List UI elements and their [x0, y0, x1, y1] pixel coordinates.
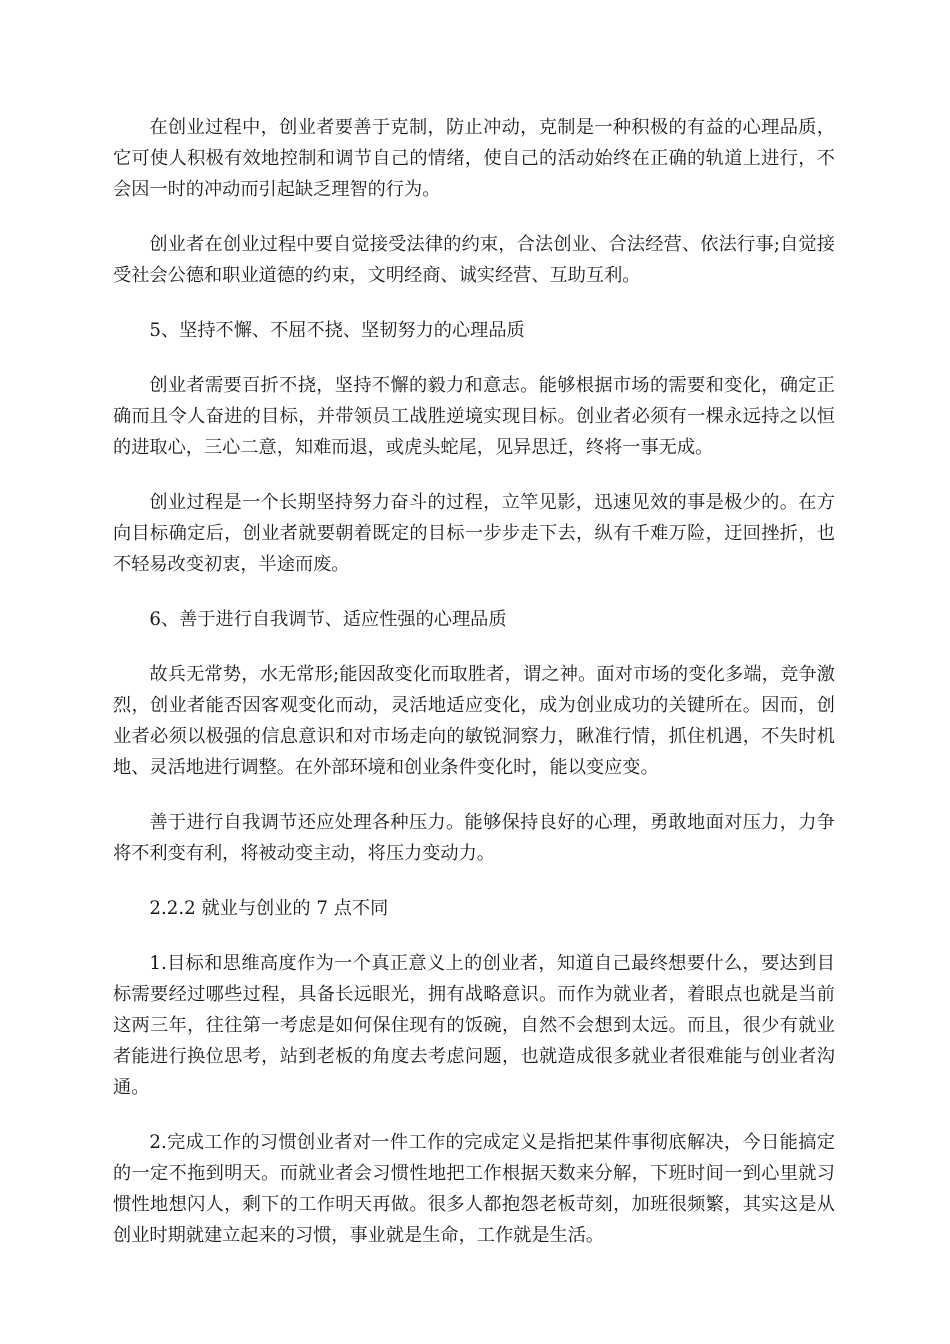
paragraph-legal-constraint: 创业者在创业过程中要自觉接受法律的约束，合法创业、合法经营、依法行事;自觉接受社会公德和职业道德的约束，文明经商、诚实经营、互助互利。 [113, 234, 835, 286]
document-body [113, 112, 835, 1275]
paragraph-difference-1: 1.目标和思维高度作为一个真正意义上的创业者，知道自己最终想要什么，要达到目标需要经过哪些过程，具备长远眼光，拥有战略意识。而作为就业者，着眼点也就是当前这两三年，往往第一考虑是如何保住现有的饭碗，自然不会想到太远。而且，很少有就业者能进行换位思考，站到老板的角度去考虑问题，也就造成很多就业者很难能与创业者沟通。 [113, 953, 835, 1098]
paragraph-difference-2: 2.完成工作的习惯创业者对一件工作的完成定义是指把某件事彻底解决，今日能搞定的一定不拖到明天。而就业者会习惯性地把工作根据天数来分解，下班时间一到心里就习惯性地想闪人，剩下的工作明天再做。很多人都抱怨老板苛刻，加班很频繁，其实这是从创业时期就建立起来的习惯，事业就是生命，工作就是生活。 [113, 1132, 835, 1246]
section-heading-5: 5、坚持不懈、不屈不挠、坚韧努力的心理品质 [149, 320, 525, 341]
paragraph-long-term-effort: 创业过程是一个长期坚持努力奋斗的过程，立竿见影，迅速见效的事是极少的。在方向目标确定后，创业者就要朝着既定的目标一步步走下去，纵有千难万险，迂回挫折，也不轻易改变初衷，半途而废。 [113, 492, 835, 575]
section-heading-6: 6、善于进行自我调节、适应性强的心理品质 [149, 609, 507, 630]
paragraph-adaptability: 故兵无常势，水无常形;能因敌变化而取胜者，谓之神。面对市场的变化多端，竞争激烈，创业者能否因客观变化而动，灵活地适应变化，成为创业成功的关键所在。因而，创业者必须以极强的信息意识和对市场走向的敏锐洞察力，瞅准行情，抓住机遇，不失时机地、灵活地进行调整。在外部环境和创业条件变化时，能以变应变。 [113, 664, 835, 778]
paragraph-pressure: 善于进行自我调节还应处理各种压力。能够保持良好的心理，勇敢地面对压力，力争将不利变有利，将被动变主动，将压力变动力。 [113, 812, 835, 864]
paragraph-perseverance: 创业者需要百折不挠，坚持不懈的毅力和意志。能够根据市场的需要和变化，确定正确而且令人奋进的目标，并带领员工战胜逆境实现目标。创业者必须有一棵永远持之以恒的进取心，三心二意，知难而退，或虎头蛇尾，见异思迁，终将一事无成。 [113, 375, 835, 458]
section-heading-2-2-2: 2.2.2 就业与创业的 7 点不同 [149, 898, 389, 919]
paragraph-self-restraint: 在创业过程中，创业者要善于克制，防止冲动，克制是一种积极的有益的心理品质，它可使人积极有效地控制和调节自己的情绪，使自己的活动始终在正确的轨道上进行，不会因一时的冲动而引起缺乏理智的行为。 [113, 117, 835, 200]
